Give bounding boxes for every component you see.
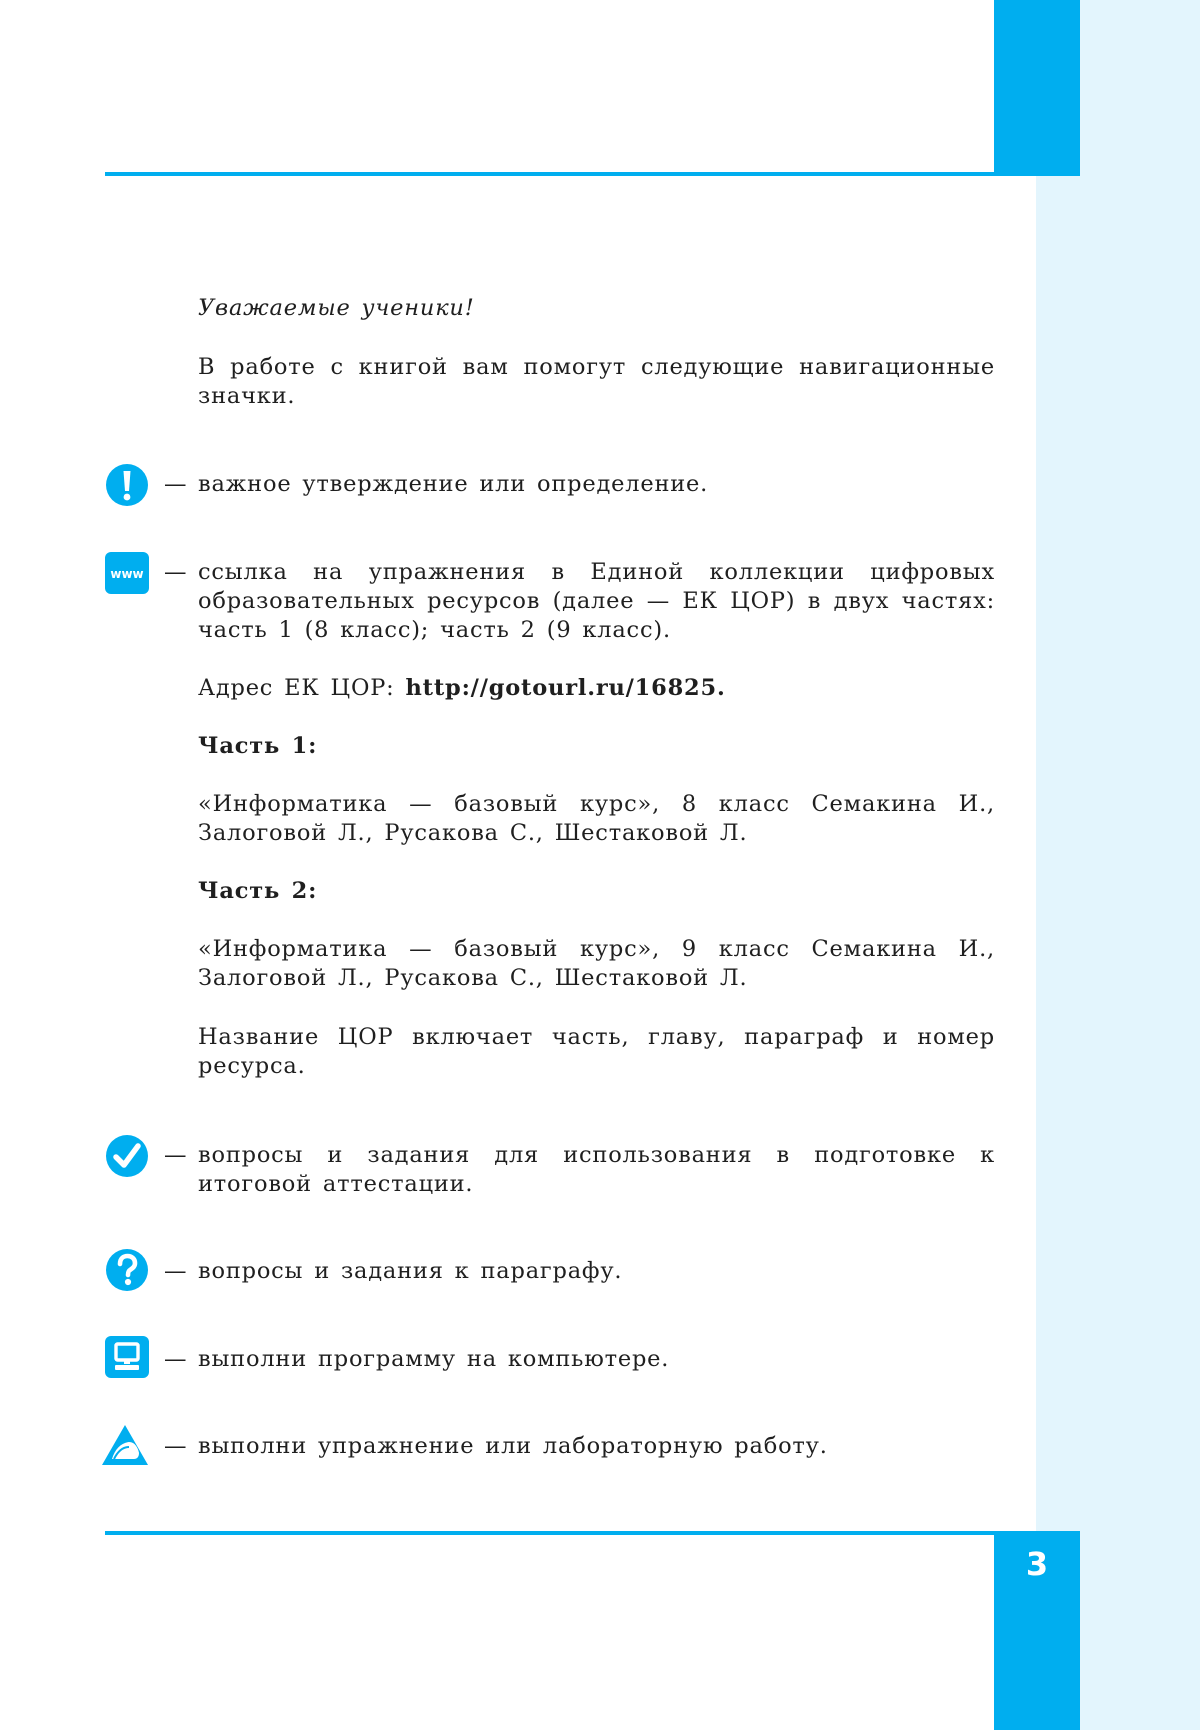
- legend-dash: —: [164, 1142, 187, 1168]
- legend-text-computer: выполни программу на компьютере.: [198, 1346, 670, 1372]
- computer-icon: [105, 1336, 149, 1378]
- legend-text-attestation: вопросы и задания для использования в подготовке к итоговой аттестации.: [198, 1142, 995, 1197]
- checkmark-icon: [105, 1134, 149, 1178]
- part1-heading: Часть 1:: [198, 733, 318, 759]
- top-rule: [105, 172, 997, 176]
- legend-text-lab: выполни упражнение или лабораторную работу.: [198, 1433, 828, 1459]
- part2-heading: Часть 2:: [198, 878, 318, 904]
- exclamation-icon: [105, 463, 149, 507]
- www-icon-label: www: [110, 567, 144, 581]
- intro-text: В работе с книгой вам помогут следующие навигационные значки.: [198, 354, 995, 409]
- lab-triangle-icon: [101, 1424, 149, 1466]
- legend-dash: —: [164, 559, 187, 585]
- legend-dash: —: [164, 1433, 187, 1459]
- part2-text: «Информатика — базовый курс», 9 класс Семакина И., Залоговой Л., Русакова С., Шестаковой Л.: [198, 936, 995, 991]
- legend-dash: —: [164, 1346, 187, 1372]
- page-number: 3: [1025, 1545, 1049, 1583]
- right-margin-band: [1036, 0, 1200, 1730]
- address-line: [198, 674, 995, 703]
- address-url[interactable]: http://gotourl.ru/16825.: [405, 675, 726, 701]
- legend-text-questions: вопросы и задания к параграфу.: [198, 1258, 623, 1284]
- legend-text-important: важное утверждение или определение.: [198, 471, 709, 497]
- question-icon: [105, 1248, 149, 1292]
- greeting: Уважаемые ученики!: [198, 295, 475, 321]
- resource-name-note: Название ЦОР включает часть, главу, параграф и номер ресурса.: [198, 1024, 995, 1079]
- address-label: Адрес ЕК ЦОР:: [198, 675, 406, 701]
- bottom-rule: [105, 1531, 997, 1535]
- www-icon: [105, 552, 149, 594]
- top-color-tab: [994, 0, 1080, 176]
- legend-text-www: ссылка на упражнения в Единой коллекции цифровых образовательных ресурсов (далее — ЕК ЦОР) в двух частях: часть 1 (8 класс); часть 2 (9 класс).: [198, 559, 995, 643]
- legend-dash: —: [164, 1258, 187, 1284]
- legend-dash: —: [164, 471, 187, 497]
- part1-text: «Информатика — базовый курс», 8 класс Семакина И., Залоговой Л., Русакова С., Шестаковой Л.: [198, 791, 995, 846]
